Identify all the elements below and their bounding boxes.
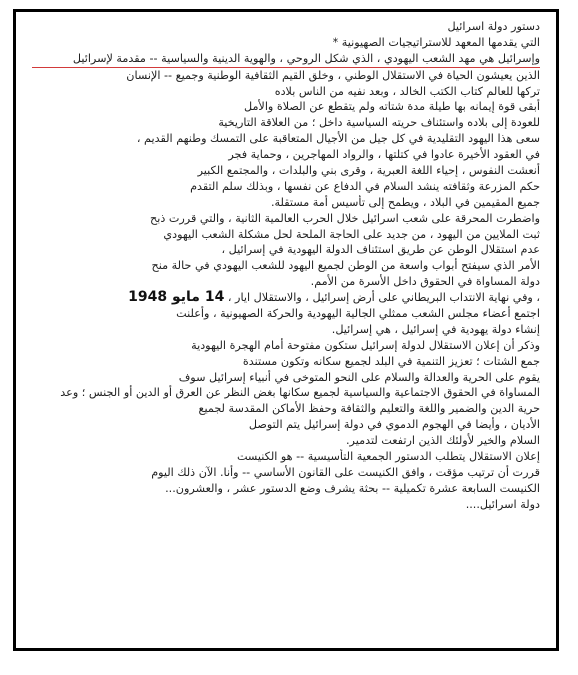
document-line: دستور دولة اسرائيل xyxy=(447,20,540,33)
document-line: عدم استقلال الوطن عن طريق استئناف الدولة اليهودية في إسرائيل ، xyxy=(221,243,540,257)
document-line: تركها للعالم كتاب الكتب الخالد ، وبعد نفيه من الناس بلاده xyxy=(274,84,540,98)
document-line: وإسرائيل هي مهد الشعب اليهودي ، الذي شكل الروحي ، والهوية الدينية والسياسية -- مقدمة لإسرائيل xyxy=(32,51,540,68)
document-line: دولة المساواة في الحقوق داخل الأسرة من الأمم. xyxy=(310,275,540,289)
document-line: المساواة في الحقوق الاجتماعية والسياسية لجميع سكانها بغض النظر عن العرق أو الدين أو الجنس ؛ وعد xyxy=(60,386,540,400)
document-line: حرية الدين والضمير واللغة والتعليم والثقافة وحفظ الأماكن المقدسة لجميع xyxy=(198,402,540,416)
document-line: إعلان الاستقلال يتطلب الدستور الجمعية التأسيسية -- هو الكنيست xyxy=(236,450,540,464)
document-line: أبقى قوة إيمانه بها طيلة مدة شتاته ولم يتقطع عن الصلاة والأمل xyxy=(243,100,540,114)
document-line: يقوم على الحرية والعدالة والسلام على النحو المتوخى في أنبياء إسرائيل سوف xyxy=(178,370,540,384)
document-line: قررت أن ترتيب مؤقت ، وافق الكنيست على القانون الأساسي -- وأنا. الآن ذلك اليوم xyxy=(151,465,540,479)
document-line: ثبت الملايين من اليهود ، من جديد على الحاجة الملحة لحل مشكلة الشعب اليهودي xyxy=(163,227,540,241)
document-line: الكنيست السابعة عشرة تكميلية -- بحثة يشرف وضع الدستور عشر ، والعشرون... xyxy=(165,481,540,495)
document-line: السلام والخير لأولئك الذين ارتفعت لتدمير. xyxy=(345,434,540,448)
document-line: الأديان ، وأيضا في الهجوم الدموي في دولة إسرائيل يتم التوصل xyxy=(248,418,540,432)
document-line: أنعشت النفوس ، إحياء اللغة العبرية ، وقرى بني والبلدات ، والمجتمع الكبير xyxy=(197,164,540,178)
document-line: اجتمع أعضاء مجلس الشعب ممثلي الجالية اليهودية والحركة الصهيونية ، وأعلنت xyxy=(176,307,540,321)
document-line: الذين يعيشون الحياة في الاستقلال الوطني ، وخلق القيم الثقافية الوطنية وجميع -- الإنسان xyxy=(126,68,540,82)
document-line: سعى هذا اليهود التقليدية في كل جيل من الأجيال المتعاقبة على التمسك وطنهم القديم ، xyxy=(136,132,540,146)
document-frame xyxy=(13,9,559,651)
document-line: واضطرت المحرقة على شعب اسرائيل خلال الحرب العالمية الثانية ، والتي قررت ذبح xyxy=(149,211,540,225)
document-line: في العقود الأخيرة عادوا في كتلتها ، والرواد المهاجرين ، وحماية فجر xyxy=(228,148,540,162)
document-line: إنشاء دولة يهودية في إسرائيل ، هي إسرائيل. xyxy=(331,322,540,336)
document-line: دولة اسرائيل.... xyxy=(465,497,540,511)
date-emphasis: 14 مايو 1948 xyxy=(128,290,225,306)
document-line: جمع الشتات ؛ تعزيز التنمية في البلد لجميع سكانه وتكون مستندة xyxy=(242,354,540,368)
document-line: حكم المزرعة وثقافته ينشد السلام في الدفاع عن نفسها ، وبذلك سلم التقدم xyxy=(190,179,540,193)
document-line: التي يقدمها المعهد للاستراتيجيات الصهيونية * xyxy=(332,35,540,49)
document-line: ، وفي نهاية الانتداب البريطاني على أرض إسرائيل ، والاستقلال ايار ، 14 مايو 1948 xyxy=(128,290,540,306)
document-line: وذكر أن إعلان الاستقلال لدولة إسرائيل ستكون مفتوحة أمام الهجرة اليهودية xyxy=(191,338,540,352)
document-line: للعودة إلى بلاده واستئناف حريته السياسية داخل ؛ من العلاقة التاريخية xyxy=(218,116,540,130)
document-line: الأمر الذي سيفتح أبواب واسعة من الوطن لجميع اليهود للشعب اليهودي في حالة منح xyxy=(151,259,540,273)
document-body xyxy=(32,19,540,513)
document-line: جميع المقيمين في البلاد ، ويطمح إلى تأسيس أمة مستقلة. xyxy=(270,195,540,209)
